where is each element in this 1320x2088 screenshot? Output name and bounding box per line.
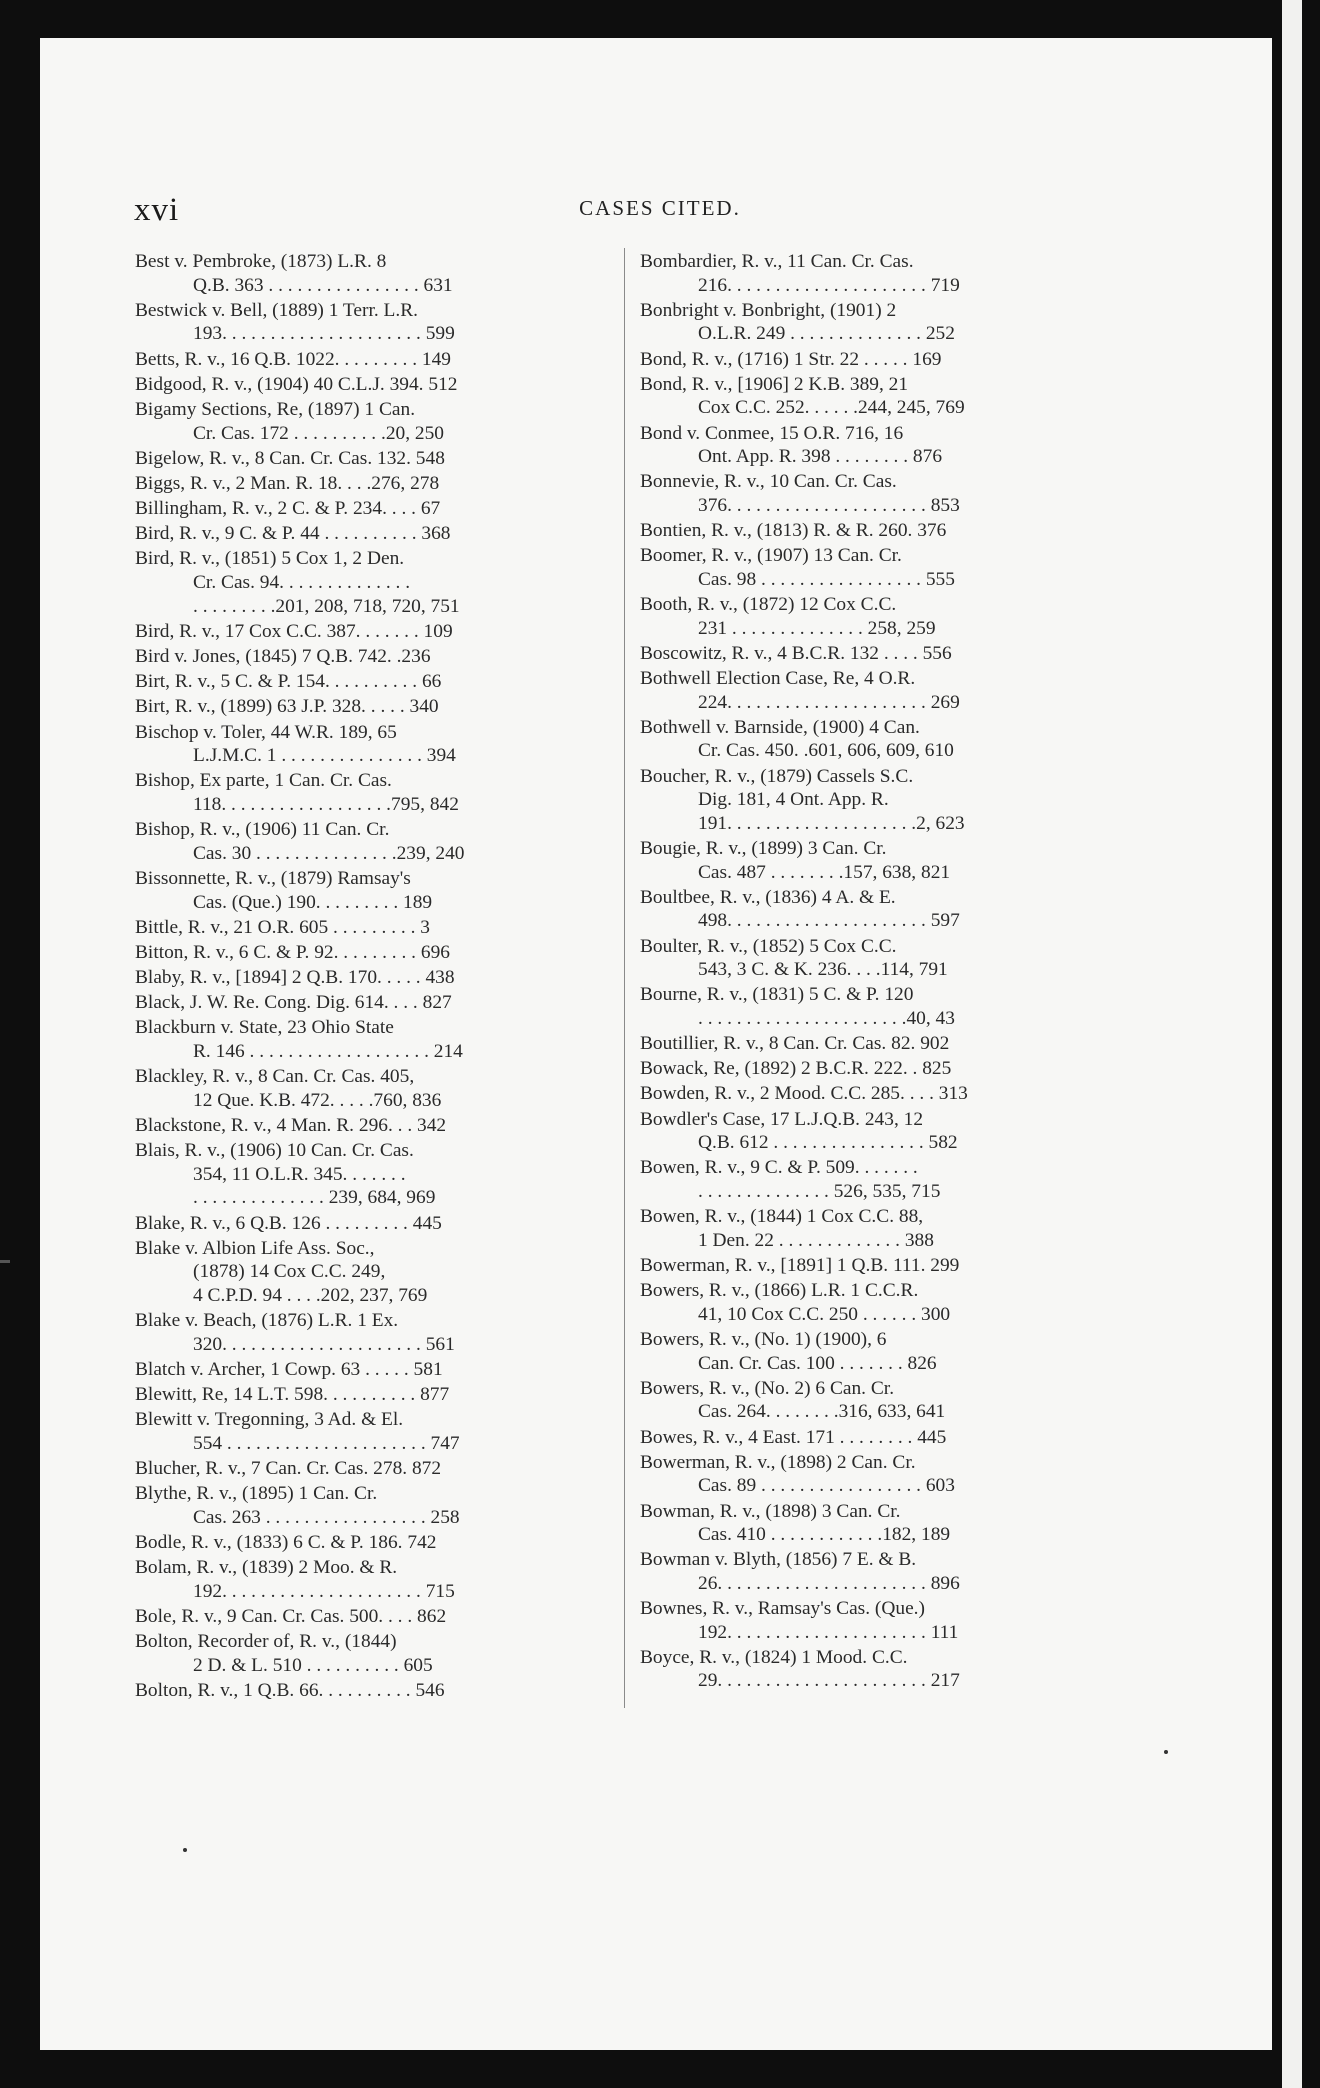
index-entry	[640, 935, 1096, 982]
index-entry	[135, 398, 589, 445]
index-entry	[640, 667, 1096, 714]
index-entry	[640, 1156, 1096, 1203]
entry-line: Betts, R. v., 16 Q.B. 1022. . . . . . . . . 149	[135, 348, 452, 370]
entry-line: Bestwick v. Bell, (1889) 1 Terr. L.R.	[135, 299, 418, 321]
entry-continuation-line: . . . . . . . . . . . . . . 526, 535, 715	[698, 1181, 941, 1203]
entry-line: Blake, R. v., 6 Q.B. 126 . . . . . . . . . 445	[135, 1212, 442, 1234]
entry-line: Bontien, R. v., (1813) R. & R. 260. 376	[640, 520, 947, 542]
entry-continuation-line: Cas. 487 . . . . . . . .157, 638, 821	[698, 861, 951, 883]
entry-line: Blackstone, R. v., 4 Man. R. 296. . . 342	[135, 1115, 447, 1137]
entry-line: Bird v. Jones, (1845) 7 Q.B. 742. .236	[135, 646, 431, 668]
entry-line: Bowman v. Blyth, (1856) 7 E. & B.	[640, 1549, 917, 1571]
entry-continuation-line: . . . . . . . . . . . . . . . . . . . . . .40, 43	[698, 1007, 955, 1029]
entry-line: Bittle, R. v., 21 O.R. 605 . . . . . . . . . 3	[135, 916, 430, 938]
entry-continuation-line: 192. . . . . . . . . . . . . . . . . . . . . 715	[193, 1580, 455, 1602]
index-entry	[640, 544, 1096, 591]
index-entry	[640, 1377, 1096, 1424]
index-entry	[640, 422, 1096, 469]
index-entry	[135, 769, 589, 816]
entry-line: Birt, R. v., 5 C. & P. 154. . . . . . . . . . 66	[135, 671, 442, 693]
entry-line: Blake v. Albion Life Ass. Soc.,	[135, 1237, 375, 1259]
entry-line: Boucher, R. v., (1879) Cassels S.C.	[640, 765, 914, 787]
index-entry	[135, 991, 589, 1015]
entry-line: Billingham, R. v., 2 C. & P. 234. . . . 67	[135, 498, 441, 520]
entry-line: Blewitt v. Tregonning, 3 Ad. & El.	[135, 1409, 404, 1431]
entry-line: Bishop, Ex parte, 1 Can. Cr. Cas.	[135, 770, 392, 792]
entry-continuation-line: Q.B. 363 . . . . . . . . . . . . . . . . 631	[193, 274, 453, 296]
entry-line: Bowers, R. v., (No. 1) (1900), 6	[640, 1328, 887, 1350]
entry-line: Bowack, Re, (1892) 2 B.C.R. 222. . 825	[640, 1058, 952, 1080]
entry-line: Blatch v. Archer, 1 Cowp. 63 . . . . . 581	[135, 1358, 443, 1380]
entry-continuation-line: 26. . . . . . . . . . . . . . . . . . . . . . 896	[698, 1572, 960, 1594]
entry-continuation-line: Can. Cr. Cas. 100 . . . . . . . 826	[698, 1352, 937, 1374]
entry-continuation-line: Ont. App. R. 398 . . . . . . . . 876	[698, 446, 943, 468]
index-entry	[135, 373, 589, 397]
entry-continuation-line: Cas. 30 . . . . . . . . . . . . . . .239, 240	[193, 842, 465, 864]
entry-continuation-line: 118. . . . . . . . . . . . . . . . . .795, 842	[193, 793, 459, 815]
index-entry	[640, 765, 1096, 836]
index-entry	[640, 1279, 1096, 1326]
index-entry	[640, 373, 1096, 420]
index-entry	[135, 645, 589, 669]
index-entry	[135, 916, 589, 940]
entry-line: Bougie, R. v., (1899) 3 Can. Cr.	[640, 837, 887, 859]
entry-line: Bond, R. v., [1906] 2 K.B. 389, 21	[640, 373, 909, 395]
entry-continuation-line: 12 Que. K.B. 472. . . . .760, 836	[193, 1089, 442, 1111]
entry-line: Birt, R. v., (1899) 63 J.P. 328. . . . . 340	[135, 696, 439, 718]
entry-line: Bodle, R. v., (1833) 6 C. & P. 186. 742	[135, 1532, 437, 1554]
entry-continuation-line: Cas. 410 . . . . . . . . . . . .182, 189	[698, 1524, 951, 1546]
right-column	[640, 250, 1096, 1695]
index-entry	[640, 1205, 1096, 1252]
entry-continuation-line: 191. . . . . . . . . . . . . . . . . . . .2, 623	[698, 812, 965, 834]
entry-line: Boutillier, R. v., 8 Can. Cr. Cas. 82. 902	[640, 1033, 950, 1055]
entry-continuation-line: 231 . . . . . . . . . . . . . . 258, 259	[698, 617, 936, 639]
index-entry	[135, 1679, 589, 1703]
index-entry	[135, 1114, 589, 1138]
speck	[183, 1848, 187, 1852]
entry-line: Blackburn v. State, 23 Ohio State	[135, 1017, 394, 1039]
entry-line: Boyce, R. v., (1824) 1 Mood. C.C.	[640, 1646, 908, 1668]
index-entry	[135, 522, 589, 546]
entry-continuation-line: Dig. 181, 4 Ont. App. R.	[698, 789, 889, 811]
entry-line: Bothwell Election Case, Re, 4 O.R.	[640, 668, 916, 690]
index-entry	[135, 447, 589, 471]
entry-line: Blackley, R. v., 8 Can. Cr. Cas. 405,	[135, 1066, 415, 1088]
entry-continuation-line: 4 C.P.D. 94 . . . .202, 237, 769	[193, 1284, 428, 1306]
page-number: xvi	[134, 192, 180, 228]
index-entry	[640, 299, 1096, 346]
entry-continuation-line: 554 . . . . . . . . . . . . . . . . . . . . . 747	[193, 1432, 460, 1454]
entry-line: Bowden, R. v., 2 Mood. C.C. 285. . . . 313	[640, 1083, 968, 1105]
index-entry	[135, 1457, 589, 1481]
entry-line: Bowerman, R. v., [1891] 1 Q.B. 111. 299	[640, 1255, 960, 1276]
index-entry	[135, 1065, 589, 1112]
index-entry	[135, 1605, 589, 1629]
index-entry	[640, 1500, 1096, 1547]
index-entry	[640, 250, 1096, 297]
index-entry	[135, 299, 589, 346]
entry-continuation-line: 224. . . . . . . . . . . . . . . . . . . . . 269	[698, 691, 960, 713]
entry-continuation-line: Cas. 89 . . . . . . . . . . . . . . . . . 603	[698, 1475, 955, 1497]
index-entry	[640, 1328, 1096, 1375]
entry-continuation-line: 354, 11 O.L.R. 345. . . . . . .	[193, 1163, 406, 1185]
entry-line: Bowers, R. v., (No. 2) 6 Can. Cr.	[640, 1377, 895, 1399]
entry-line: Bowen, R. v., 9 C. & P. 509. . . . . . .	[640, 1157, 918, 1179]
entry-continuation-line: 376. . . . . . . . . . . . . . . . . . . . . 853	[698, 494, 960, 516]
entry-continuation-line: O.L.R. 249 . . . . . . . . . . . . . . 252	[698, 323, 955, 345]
entry-line: Bolam, R. v., (1839) 2 Moo. & R.	[135, 1557, 398, 1579]
entry-line: Bowers, R. v., (1866) L.R. 1 C.C.R.	[640, 1280, 919, 1302]
column-divider	[624, 248, 625, 1708]
entry-continuation-line: Cas. 263 . . . . . . . . . . . . . . . . . 258	[193, 1506, 460, 1528]
entry-line: Boomer, R. v., (1907) 13 Can. Cr.	[640, 545, 902, 567]
entry-continuation-line: Cr. Cas. 450. .601, 606, 609, 610	[698, 740, 954, 762]
entry-line: Bowerman, R. v., (1898) 2 Can. Cr.	[640, 1451, 916, 1473]
index-entry	[135, 547, 589, 618]
entry-continuation-line: Cas. 98 . . . . . . . . . . . . . . . . . 555	[698, 568, 955, 590]
entry-line: Blais, R. v., (1906) 10 Can. Cr. Cas.	[135, 1140, 414, 1162]
entry-line: Bowdler's Case, 17 L.J.Q.B. 243, 12	[640, 1108, 924, 1130]
running-title: CASES CITED.	[579, 196, 741, 220]
entry-line: Blaby, R. v., [1894] 2 Q.B. 170. . . . . 438	[135, 967, 455, 989]
entry-line: Booth, R. v., (1872) 12 Cox C.C.	[640, 594, 897, 616]
entry-line: Bischop v. Toler, 44 W.R. 189, 65	[135, 721, 397, 743]
index-entry	[135, 1139, 589, 1210]
entry-line: Bonbright v. Bonbright, (1901) 2	[640, 299, 897, 321]
index-entry	[135, 818, 589, 865]
left-column	[135, 250, 589, 1704]
entry-continuation-line: 29. . . . . . . . . . . . . . . . . . . . . . 217	[698, 1670, 960, 1692]
entry-line: Bigamy Sections, Re, (1897) 1 Can.	[135, 398, 416, 420]
entry-continuation-line: 1 Den. 22 . . . . . . . . . . . . . 388	[698, 1229, 934, 1251]
entry-line: Biggs, R. v., 2 Man. R. 18. . . .276, 278	[135, 472, 440, 494]
entry-line: Bond, R. v., (1716) 1 Str. 22 . . . . . 169	[640, 348, 942, 370]
entry-line: Bird, R. v., (1851) 5 Cox 1, 2 Den.	[135, 548, 405, 570]
index-entry	[135, 1237, 589, 1308]
entry-line: Boultbee, R. v., (1836) 4 A. & E.	[640, 886, 896, 908]
index-entry	[135, 1309, 589, 1356]
entry-line: Bole, R. v., 9 Can. Cr. Cas. 500. . . . 862	[135, 1606, 447, 1628]
index-entry	[135, 348, 589, 372]
index-entry	[135, 941, 589, 965]
index-entry	[640, 716, 1096, 763]
entry-continuation-line: 498. . . . . . . . . . . . . . . . . . . . . 597	[698, 910, 960, 932]
index-entry	[640, 519, 1096, 543]
entry-line: Bissonnette, R. v., (1879) Ramsay's	[135, 867, 411, 889]
entry-continuation-line: Cas. 264. . . . . . . .316, 633, 641	[698, 1401, 946, 1423]
index-entry	[135, 695, 589, 719]
index-entry	[640, 1254, 1096, 1278]
entry-continuation-line: . . . . . . . . .201, 208, 718, 720, 751	[193, 595, 460, 617]
index-entry	[135, 966, 589, 990]
index-entry	[640, 593, 1096, 640]
index-entry	[640, 1597, 1096, 1644]
entry-line: Bitton, R. v., 6 C. & P. 92. . . . . . . . . 696	[135, 941, 450, 963]
index-entry	[640, 1646, 1096, 1693]
edge-mark	[0, 1260, 10, 1263]
entry-continuation-line: R. 146 . . . . . . . . . . . . . . . . . . . 214	[193, 1041, 463, 1063]
index-entry	[640, 348, 1096, 372]
entry-line: Bothwell v. Barnside, (1900) 4 Can.	[640, 716, 920, 738]
entry-line: Bigelow, R. v., 8 Can. Cr. Cas. 132. 548	[135, 447, 445, 469]
entry-continuation-line: 320. . . . . . . . . . . . . . . . . . . . . 561	[193, 1333, 455, 1355]
index-entry	[135, 620, 589, 644]
index-entry	[640, 886, 1096, 933]
index-entry	[640, 983, 1096, 1030]
entry-line: Bird, R. v., 9 C. & P. 44 . . . . . . . . . . 368	[135, 523, 451, 545]
entry-continuation-line: 2 D. & L. 510 . . . . . . . . . . 605	[193, 1654, 433, 1676]
entry-continuation-line: 192. . . . . . . . . . . . . . . . . . . . . 111	[698, 1621, 959, 1643]
index-entry	[135, 250, 589, 297]
entry-line: Bownes, R. v., Ramsay's Cas. (Que.)	[640, 1598, 925, 1620]
index-entry	[135, 670, 589, 694]
index-entry	[135, 1482, 589, 1529]
index-entry	[135, 1016, 589, 1063]
entry-line: Bowes, R. v., 4 East. 171 . . . . . . . . 445	[640, 1426, 947, 1448]
index-entry	[135, 1383, 589, 1407]
entry-line: Blythe, R. v., (1895) 1 Can. Cr.	[135, 1483, 378, 1505]
index-entry	[640, 1082, 1096, 1106]
adjacent-page-edge	[1282, 0, 1302, 2088]
index-entry	[640, 1451, 1096, 1498]
entry-continuation-line: Q.B. 612 . . . . . . . . . . . . . . . . 582	[698, 1132, 958, 1154]
entry-line: Boscowitz, R. v., 4 B.C.R. 132 . . . . 556	[640, 642, 952, 664]
index-entry	[640, 1426, 1096, 1450]
entry-line: Blake v. Beach, (1876) L.R. 1 Ex.	[135, 1310, 399, 1332]
index-entry	[135, 1531, 589, 1555]
index-entry	[135, 497, 589, 521]
entry-continuation-line: (1878) 14 Cox C.C. 249,	[193, 1261, 386, 1283]
entry-line: Bishop, R. v., (1906) 11 Can. Cr.	[135, 819, 390, 841]
entry-line: Bonnevie, R. v., 10 Can. Cr. Cas.	[640, 471, 897, 493]
index-entry	[135, 1630, 589, 1677]
entry-line: Bolton, Recorder of, R. v., (1844)	[135, 1631, 397, 1653]
entry-line: Bolton, R. v., 1 Q.B. 66. . . . . . . . . . 546	[135, 1680, 445, 1701]
entry-line: Best v. Pembroke, (1873) L.R. 8	[135, 251, 387, 272]
index-entry	[640, 470, 1096, 517]
index-entry	[640, 1057, 1096, 1081]
entry-continuation-line: Cr. Cas. 94. . . . . . . . . . . . . .	[193, 572, 411, 594]
entry-line: Bidgood, R. v., (1904) 40 C.L.J. 394. 512	[135, 373, 458, 395]
entry-continuation-line: 216. . . . . . . . . . . . . . . . . . . . . 719	[698, 274, 960, 296]
entry-line: Blucher, R. v., 7 Can. Cr. Cas. 278. 872	[135, 1458, 442, 1480]
index-entry	[640, 1032, 1096, 1056]
index-entry	[640, 1108, 1096, 1155]
entry-continuation-line: L.J.M.C. 1 . . . . . . . . . . . . . . . 394	[193, 745, 456, 767]
entry-line: Bourne, R. v., (1831) 5 C. & P. 120	[640, 984, 914, 1006]
index-entry	[135, 1212, 589, 1236]
speck	[1164, 1750, 1168, 1754]
index-entry	[135, 1408, 589, 1455]
entry-continuation-line: Cox C.C. 252. . . . . .244, 245, 769	[698, 397, 965, 419]
entry-continuation-line: . . . . . . . . . . . . . . 239, 684, 969	[193, 1187, 436, 1209]
index-entry	[135, 472, 589, 496]
entry-line: Bird, R. v., 17 Cox C.C. 387. . . . . . . 109	[135, 620, 453, 642]
entry-line: Bond v. Conmee, 15 O.R. 716, 16	[640, 422, 904, 444]
entry-continuation-line: 543, 3 C. & K. 236. . . .114, 791	[698, 959, 948, 981]
index-entry	[135, 1358, 589, 1382]
index-entry	[640, 642, 1096, 666]
index-entry	[135, 721, 589, 768]
index-entry	[135, 867, 589, 914]
entry-line: Bowman, R. v., (1898) 3 Can. Cr.	[640, 1500, 901, 1522]
index-entry	[135, 1556, 589, 1603]
entry-line: Blewitt, Re, 14 L.T. 598. . . . . . . . . . 877	[135, 1384, 450, 1406]
entry-line: Boulter, R. v., (1852) 5 Cox C.C.	[640, 935, 897, 957]
index-entry	[640, 837, 1096, 884]
entry-line: Bowen, R. v., (1844) 1 Cox C.C. 88,	[640, 1206, 924, 1228]
entry-line: Bombardier, R. v., 11 Can. Cr. Cas.	[640, 251, 914, 272]
entry-continuation-line: Cr. Cas. 172 . . . . . . . . . .20, 250	[193, 422, 445, 444]
entry-line: Black, J. W. Re. Cong. Dig. 614. . . . 827	[135, 992, 452, 1014]
entry-continuation-line: Cas. (Que.) 190. . . . . . . . . 189	[193, 891, 433, 913]
index-entry	[640, 1548, 1096, 1595]
entry-continuation-line: 41, 10 Cox C.C. 250 . . . . . . 300	[698, 1303, 951, 1325]
entry-continuation-line: 193. . . . . . . . . . . . . . . . . . . . . 599	[193, 323, 455, 345]
